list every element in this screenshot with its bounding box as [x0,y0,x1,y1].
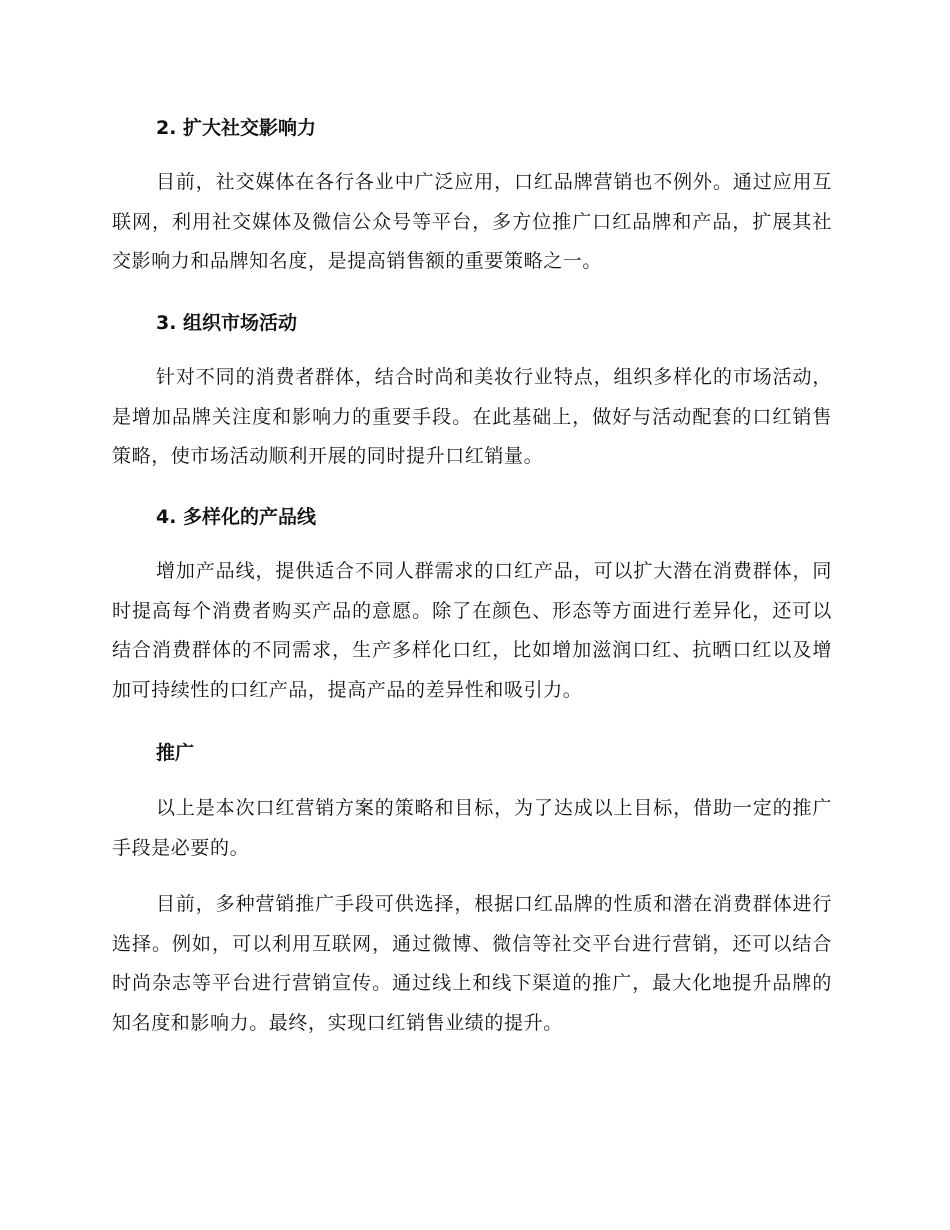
paragraph-promotion-intro: 以上是本次口红营销方案的策略和目标，为了达成以上目标，借助一定的推广手段是必要的。 [112,797,832,859]
section-heading-product-line: 4. 多样化的产品线 [156,506,317,528]
section-heading-social-influence: 2. 扩大社交影响力 [156,117,317,139]
paragraph-market-activities: 针对不同的消费者群体，结合时尚和美妆行业特点，组织多样化的市场活动，是增加品牌关注度和影响力的重要手段。在此基础上，做好与活动配套的口红销售策略，使市场活动顺利开展的同时提升口红销量。 [112,366,832,467]
section-heading-market-activities: 3. 组织市场活动 [156,312,298,334]
paragraph-social-influence: 目前，社交媒体在各行各业中广泛应用，口红品牌营销也不例外。通过应用互联网，利用社交媒体及微信公众号等平台，多方位推广口红品牌和产品，扩展其社交影响力和品牌知名度，是提高销售额的重要策略之一。 [112,171,832,272]
paragraph-promotion-methods: 目前，多种营销推广手段可供选择，根据口红品牌的性质和潜在消费群体进行选择。例如，可以利用互联网，通过微博、微信等社交平台进行营销，还可以结合时尚杂志等平台进行营销宣传。通过线上和线下渠道的推广，最大化地提升品牌的知名度和影响力。最终，实现口红销售业绩的提升。 [112,893,832,1034]
section-heading-promotion: 推广 [156,742,195,764]
paragraph-product-line: 增加产品线，提供适合不同人群需求的口红产品，可以扩大潜在消费群体，同时提高每个消费者购买产品的意愿。除了在颜色、形态等方面进行差异化，还可以结合消费群体的不同需求，生产多样化口红，比如增加滋润口红、抗晒口红以及增加可持续性的口红产品，提高产品的差异性和吸引力。 [112,560,832,701]
